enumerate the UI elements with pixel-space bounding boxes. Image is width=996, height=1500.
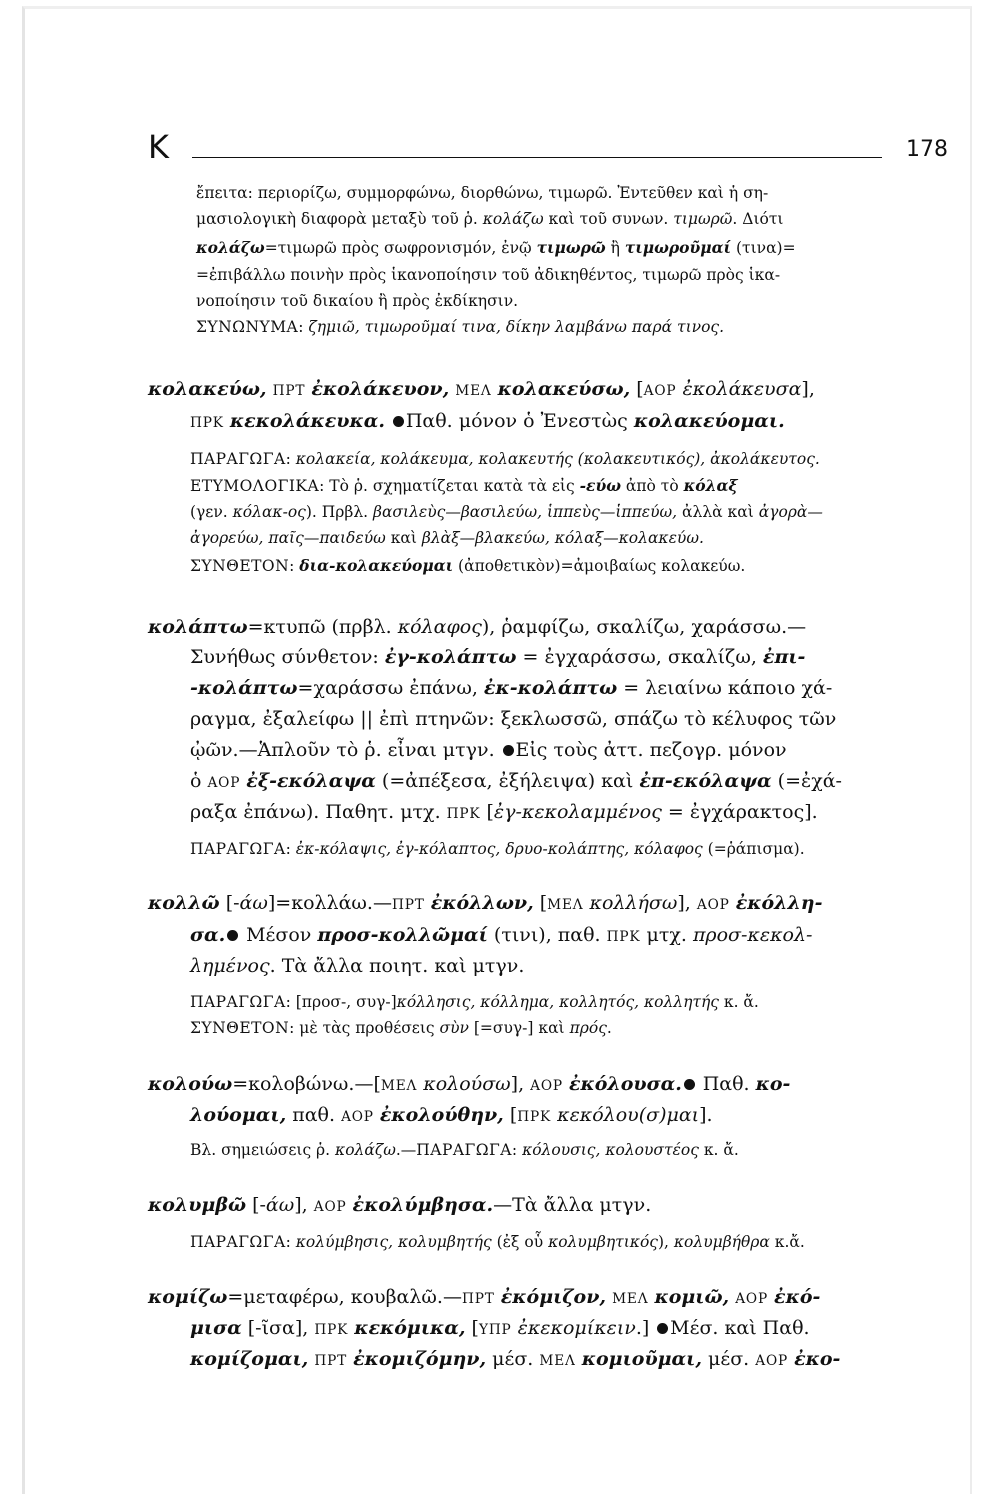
bullet-icon: [657, 1323, 668, 1334]
bullet-icon: [393, 416, 404, 427]
entry-line: λημένος. Τὰ ἄλλα ποιητ. καὶ μτγν.: [190, 955, 525, 977]
text-line: κολάζω=τιμωρῶ πρὸς σωφρονισμόν, ἐνῷ τιμωρῶ ἢ τιμωροῦμαί (τινα)=: [196, 238, 796, 257]
bullet-icon: [503, 745, 514, 756]
entry-line: ὁ ΑΟΡ ἐξ-εκόλαψα (=ἀπέξεσα, ἐξήλειψα) καὶ ἐπ-εκόλαψα (=ἐχά-: [190, 770, 842, 792]
bullet-icon: [684, 1079, 695, 1090]
entry-line: Συνήθως σύνθετον: ἐγ-κολάπτω = ἐγχαράσσω, σκαλίζω, ἐπι-: [190, 646, 806, 668]
page-number: 178: [906, 137, 948, 162]
text-line: νοποίησιν τοῦ δικαίου ἢ πρὸς ἐκδίκησιν.: [196, 292, 519, 310]
etymology-line: ΕΤΥΜΟΛΟΓΙΚΑ: Τὸ ῥ. σχηματίζεται κατὰ τὰ εἰς -εύω ἀπὸ τὸ κόλαξ: [190, 476, 738, 495]
text-line: =ἐπιβάλλω ποινὴν πρὸς ἱκανοποίησιν τοῦ ἀδικηθέντος, τιμωρῶ πρὸς ἱκα-: [196, 266, 781, 284]
derivatives-line: ΠΑΡΑΓΩΓΑ: κολύμβησις, κολυμβητής (ἐξ οὗ κολυμβητικός), κολυμβήθρα κ.ἄ.: [190, 1233, 805, 1251]
entry-headline: κομίζω=μεταφέρω, κουβαλῶ.—ΠΡΤ ἐκόμιζον, ΜΕΛ κομιῶ, ΑΟΡ ἐκό-: [148, 1286, 821, 1308]
derivatives-line: ΠΑΡΑΓΩΓΑ: ἐκ-κόλαψις, ἐγ-κόλαπτος, δρυο-κολάπτης, κόλαφος (=ῥάπισμα).: [190, 840, 805, 858]
compound-line: ΣΥΝΘΕΤΟΝ: μὲ τὰς προθέσεις σὺν [=συγ-] καὶ πρός.: [190, 1019, 612, 1037]
section-letter: Κ: [148, 128, 169, 166]
derivatives-line: ΠΑΡΑΓΩΓΑ: [προσ-, συγ-]κόλλησις, κόλλημα, κολλητός, κολλητής κ. ἄ.: [190, 993, 759, 1011]
entry-headline: κολυμβῶ [-άω], ΑΟΡ ἐκολύμβησα.—Τὰ ἄλλα μτγν.: [148, 1194, 652, 1216]
page-header: [148, 128, 948, 172]
entry-headline: κολλῶ [-άω]=κολλάω.—ΠΡΤ ἐκόλλων, [ΜΕΛ κολλήσω], ΑΟΡ ἐκόλλη-: [148, 892, 823, 914]
text-line: ἔπειτα: περιορίζω, συμμορφώνω, διορθώνω, τιμωρῶ. Ἐντεῦθεν καὶ ἡ ση-: [196, 184, 769, 202]
text-line: ἀγορεύω, παῖς—παιδεύω καὶ βλὰξ—βλακεύω, κόλαξ—κολακεύω.: [190, 529, 704, 547]
entry-line: ραξα ἐπάνω). Παθητ. μτχ. ΠΡΚ [ἐγ-κεκολαμμένος = ἐγχάρακτος].: [190, 801, 818, 823]
bullet-icon: [227, 930, 238, 941]
entry-line: -κολάπτω=χαράσσω ἐπάνω, ἐκ-κολάπτω = λειαίνω κάποιο χά-: [190, 677, 833, 699]
entry-line: ᾠῶν.—Ἁπλοῦν τὸ ῥ. εἶναι μτγν. Εἰς τοὺς ἀττ. πεζογρ. μόνον: [190, 739, 787, 761]
derivatives-line: ΠΑΡΑΓΩΓΑ: κολακεία, κολάκευμα, κολακευτής (κολακευτικός), ἀκολάκευτος.: [190, 450, 820, 468]
synonyms-line: ΣΥΝΩΝΥΜΑ: ζημιῶ, τιμωροῦμαί τινα, δίκην λαμβάνω παρά τινος.: [196, 318, 725, 336]
entry-line: ραγμα, ἐξαλείφω || ἐπὶ πτηνῶν: ξεκλωσσῶ, σπάζω τὸ κέλυφος τῶν: [190, 708, 837, 730]
entry-headline: κολούω=κολοβώνω.—[ΜΕΛ κολούσω], ΑΟΡ ἐκόλουσα. Παθ. κο-: [148, 1073, 791, 1095]
text-line: (γεν. κόλακ-ος). Πρβλ. βασιλεὺς—βασιλεύω, ἱππεὺς—ἱππεύω, ἀλλὰ καὶ ἀγορὰ—: [190, 503, 823, 521]
entry-line: ΠΡΚ κεκολάκευκα. Παθ. μόνον ὁ Ἐνεστὼς κολακεύομαι.: [190, 410, 785, 432]
header-rule: [192, 157, 882, 158]
text-line: μασιολογικὴ διαφορὰ μεταξὺ τοῦ ῥ. κολάζω καὶ τοῦ συνων. τιμωρῶ. Διότι: [196, 210, 784, 228]
entry-line: μισα [-ῖσα], ΠΡΚ κεκόμικα, [ΥΠΡ ἐκεκομίκειν.] Μέσ. καὶ Παθ.: [190, 1317, 810, 1339]
entry-headline: κολάπτω=κτυπῶ (πρβλ. κόλαφος), ῥαμφίζω, σκαλίζω, χαράσσω.—: [148, 616, 807, 638]
entry-line: σα. Μέσον προσ-κολλῶμαί (τινι), παθ. ΠΡΚ μτχ. προσ-κεκολ-: [190, 924, 813, 946]
entry-line: λούομαι, παθ. ΑΟΡ ἐκολούθην, [ΠΡΚ κεκόλου(σ)μαι].: [190, 1104, 713, 1126]
compound-line: ΣΥΝΘΕΤΟΝ: δια-κολακεύομαι (ἀποθετικὸν)=ἀμοιβαίως κολακεύω.: [190, 556, 746, 575]
entry-headline: κολακεύω, ΠΡΤ ἐκολάκευον, ΜΕΛ κολακεύσω, [ΑΟΡ ἐκολάκευσα],: [148, 378, 815, 400]
reference-line: Βλ. σημειώσεις ῥ. κολάζω.—ΠΑΡΑΓΩΓΑ: κόλουσις, κολουστέος κ. ἄ.: [190, 1141, 739, 1159]
entry-line: κομίζομαι, ΠΡΤ ἐκομιζόμην, μέσ. ΜΕΛ κομιοῦμαι, μέσ. ΑΟΡ ἐκο-: [190, 1348, 841, 1370]
